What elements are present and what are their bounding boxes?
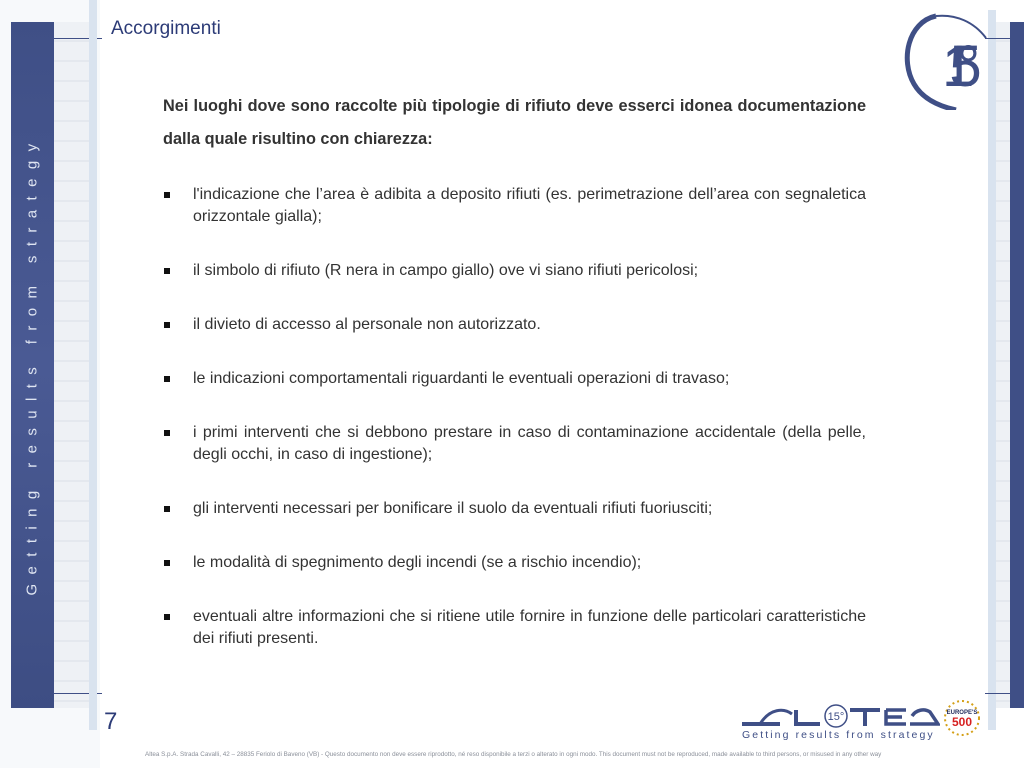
right-divider-top: [985, 38, 1024, 39]
list-item-text: l'indicazione che l’area è adibita a deposito rifiuti (es. perimetrazione dell’area con segnaletica orizzontale gialla);: [193, 186, 866, 225]
badge-top-text: EUROPE'S: [946, 710, 978, 716]
list-item: [163, 422, 866, 466]
left-pattern-strip: [54, 22, 90, 708]
europe-500-badge-icon: [942, 698, 982, 738]
right-divider-bottom: [985, 693, 1024, 694]
bullet-square-icon: [164, 268, 170, 274]
intro-paragraph: Nei luoghi dove sono raccolte più tipologie di rifiuto deve esserci idonea documentazione dalla quale risultino con chiarezza:: [163, 97, 866, 148]
bullet-list: [163, 184, 866, 650]
list-item-text: le modalità di spegnimento degli incendi (se a rischio incendio);: [193, 554, 642, 571]
list-item: [163, 260, 866, 282]
bullet-square-icon: [164, 430, 170, 436]
right-pattern-strip: [996, 22, 1010, 708]
list-item-text: il divieto di accesso al personale non autorizzato.: [193, 316, 541, 333]
bullet-square-icon: [164, 614, 170, 620]
left-light-stripe: [89, 0, 97, 730]
list-item: [163, 184, 866, 228]
main-content: [163, 90, 866, 682]
bullet-square-icon: [164, 560, 170, 566]
list-item-text: le indicazioni comportamentali riguardanti le eventuali operazioni di travaso;: [193, 370, 730, 387]
list-item: [163, 552, 866, 574]
list-item-text: i primi interventi che si debbono prestare in caso di contaminazione accidentale (della pelle, degli occhi, in caso di ingestione);: [193, 424, 866, 463]
bullet-square-icon: [164, 376, 170, 382]
altea-logo-text: ALTEA: [740, 700, 744, 701]
right-light-stripe: [988, 10, 996, 730]
badge-number-text: 500: [951, 715, 973, 729]
svg-text:15°: 15°: [827, 711, 845, 723]
list-item: [163, 314, 866, 336]
bullet-square-icon: [164, 506, 170, 512]
list-item-text: il simbolo di rifiuto (R nera in campo giallo) ove vi siano rifiuti pericolosi;: [193, 262, 699, 279]
list-item: [163, 368, 866, 390]
list-item-text: eventuali altre informazioni che si ritiene utile fornire in funzione delle particolari caratteristiche dei rifiuti presenti.: [193, 608, 866, 647]
legal-footer: Altea S.p.A. Strada Cavalli, 42 – 28835 Feriolo di Baveno (VB) - Questo documento non deve essere riprodotto, né reso disponibile a terzi o alterato in ogni modo. This document must not be reproduced, made available to third persons, or misused in any other way: [145, 751, 882, 758]
logo-15-anniversary-icon: [896, 12, 988, 110]
altea-logo-icon: [740, 700, 940, 732]
slide-title: Accorgimenti: [111, 18, 221, 39]
page-number: 7: [104, 708, 118, 735]
list-item: [163, 606, 866, 650]
right-blue-bar: [1010, 22, 1024, 708]
list-item-text: gli interventi necessari per bonificare il suolo da eventuali rifiuti fuoriusciti;: [193, 500, 713, 517]
list-item: [163, 498, 866, 520]
bullet-square-icon: [164, 192, 170, 198]
bullet-square-icon: [164, 322, 170, 328]
altea-slogan: Getting results from strategy: [742, 729, 935, 741]
vertical-slogan: Getting results from strategy: [23, 134, 41, 596]
logo-15-text: 15°: [942, 34, 982, 99]
